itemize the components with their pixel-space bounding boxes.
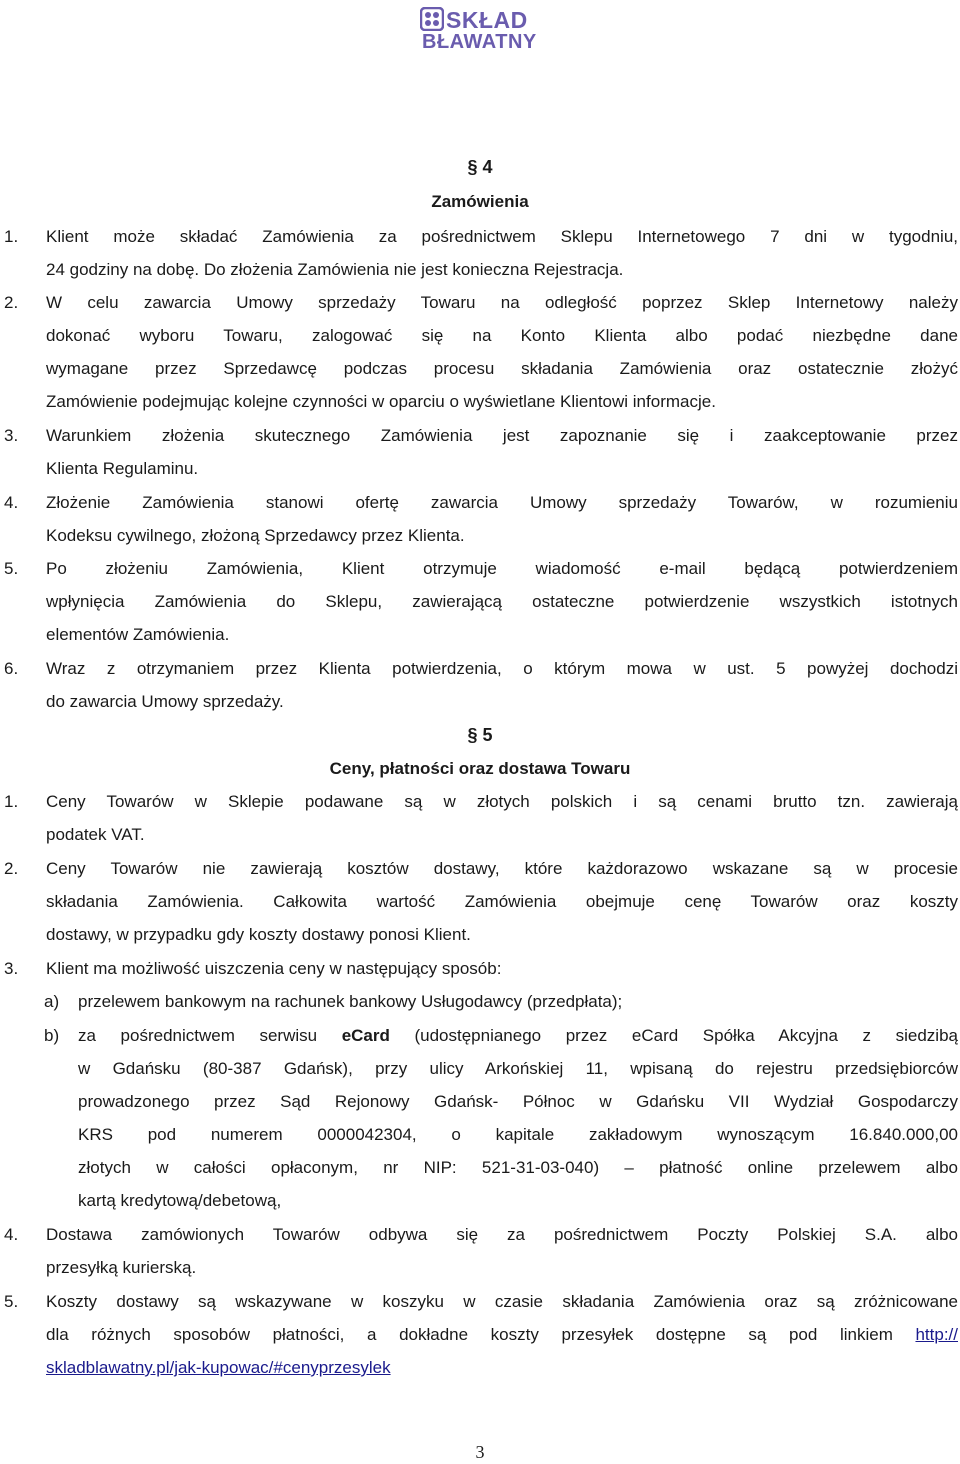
section-4-title: Zamówienia [431, 192, 529, 211]
item-line: do zawarcia Umowy sprzedaży. [46, 692, 284, 711]
item-line: Wraz z otrzymaniem przez Klienta potwierdzenia, o którym mowa w ust. 5 powyżej dochodzi [46, 659, 958, 678]
sub-line: za pośrednictwem serwisu eCard (udostępnianego przez eCard Spółka Akcyjna z siedzibą [78, 1026, 958, 1045]
sub-line: złotych w całości opłaconym, nr NIP: 521-31-03-040) – płatność online przelewem albo [78, 1158, 958, 1177]
ecard-brand: eCard [341, 1026, 390, 1045]
item-line: Ceny Towarów w Sklepie podawane są w złotych polskich i są cenami brutto tzn. zawierają [46, 792, 958, 811]
item-line: elementów Zamówienia. [46, 625, 230, 644]
item-line: dostawy, w przypadku gdy koszty dostawy ponosi Klient. [46, 925, 471, 944]
item-number: 3. [4, 426, 19, 445]
sub-line: kartą kredytową/debetową, [78, 1191, 282, 1210]
logo-mark-icon [420, 7, 444, 31]
item-line: Dostawa zamówionych Towarów odbywa się za pośrednictwem Poczty Polskiej S.A. albo [46, 1225, 958, 1244]
item-line: dokonać wyboru Towaru, zalogować się na Konto Klienta albo podać niezbędne dane [46, 326, 958, 345]
item-line: Koszty dostawy są wskazywane w koszyku w czasie składania Zamówienia oraz są zróżnicowane [46, 1292, 958, 1311]
sub-number: a) [44, 992, 60, 1011]
item-number: 2. [4, 859, 19, 878]
item-line: składania Zamówienia. Całkowita wartość Zamówienia obejmuje cenę Towarów oraz koszty [46, 892, 958, 911]
item-number: 4. [4, 493, 19, 512]
section-4-number: § 4 [467, 157, 493, 177]
sub-number: b) [44, 1026, 60, 1045]
item-number: 4. [4, 1225, 19, 1244]
item-number: 1. [4, 792, 19, 811]
section-5-number: § 5 [467, 725, 493, 745]
item-number: 1. [4, 227, 19, 246]
page-number: 3 [475, 1442, 485, 1462]
logo-text-top: SKŁAD [446, 7, 528, 33]
item-line: Złożenie Zamówienia stanowi ofertę zawarcia Umowy sprzedaży Towarów, w rozumieniu [46, 493, 958, 512]
item-number: 2. [4, 293, 19, 312]
item-line: podatek VAT. [46, 825, 145, 844]
sub-line: KRS pod numerem 0000042304, o kapitale zakładowym wynoszącym 16.840.000,00 [78, 1125, 958, 1144]
item-line: Kodeksu cywilnego, złożoną Sprzedawcy przez Klienta. [46, 526, 465, 545]
item-number: 6. [4, 659, 19, 678]
section-5-title: Ceny, płatności oraz dostawa Towaru [329, 759, 631, 778]
item-line: wpłynięcia Zamówienia do Sklepu, zawierającą ostateczne potwierdzenie wszystkich istotnych [46, 592, 958, 611]
sub-line: przelewem bankowym na rachunek bankowy Usługodawcy (przedpłata); [78, 992, 623, 1011]
item-line: Klient może składać Zamówienia za pośrednictwem Sklepu Internetowego 7 dni w tygodniu, [46, 227, 958, 246]
item-line: dla różnych sposobów płatności, a dokładne koszty przesyłek dostępne są pod linkiem http:// [46, 1325, 958, 1344]
sub-line: prowadzonego przez Sąd Rejonowy Gdańsk- Północ w Gdańsku VII Wydział Gospodarczy [78, 1092, 958, 1111]
item-line: wymagane przez Sprzedawcę podczas procesu składania Zamówienia oraz ostatecznie złożyć [46, 359, 958, 378]
shipping-costs-link[interactable]: http:// [915, 1325, 958, 1344]
logo-text-bottom: BŁAWATNY [422, 31, 537, 53]
item-line: przesyłką kurierską. [46, 1258, 197, 1277]
item-number: 3. [4, 959, 19, 978]
item-line: Klienta Regulaminu. [46, 459, 199, 478]
shipping-costs-link-continued[interactable]: skladblawatny.pl/jak-kupowac/#cenyprzesylek [46, 1358, 391, 1377]
item-line: Klient ma możliwość uiszczenia ceny w następujący sposób: [46, 959, 502, 978]
sub-line: w Gdańsku (80-387 Gdańsk), przy ulicy Arkońskiej 11, wpisaną do rejestru przedsiębiorców [78, 1059, 958, 1078]
logo [420, 5, 542, 55]
item-line: Warunkiem złożenia skutecznego Zamówienia jest zapoznanie się i zaakceptowanie przez [46, 426, 958, 445]
item-number: 5. [4, 1292, 19, 1311]
item-line: Ceny Towarów nie zawierają kosztów dostawy, które każdorazowo wskazane są w procesie [46, 859, 958, 878]
item-line: 24 godziny na dobę. Do złożenia Zamówienia nie jest konieczna Rejestracja. [46, 260, 624, 279]
item-line: W celu zawarcia Umowy sprzedaży Towaru na odległość poprzez Sklep Internetowy należy [46, 293, 958, 312]
item-number: 5. [4, 559, 19, 578]
item-line: Zamówienie podejmując kolejne czynności w oparciu o wyświetlane Klientowi informacje. [46, 392, 716, 411]
item-line: Po złożeniu Zamówienia, Klient otrzymuje wiadomość e-mail będącą potwierdzeniem [46, 559, 958, 578]
